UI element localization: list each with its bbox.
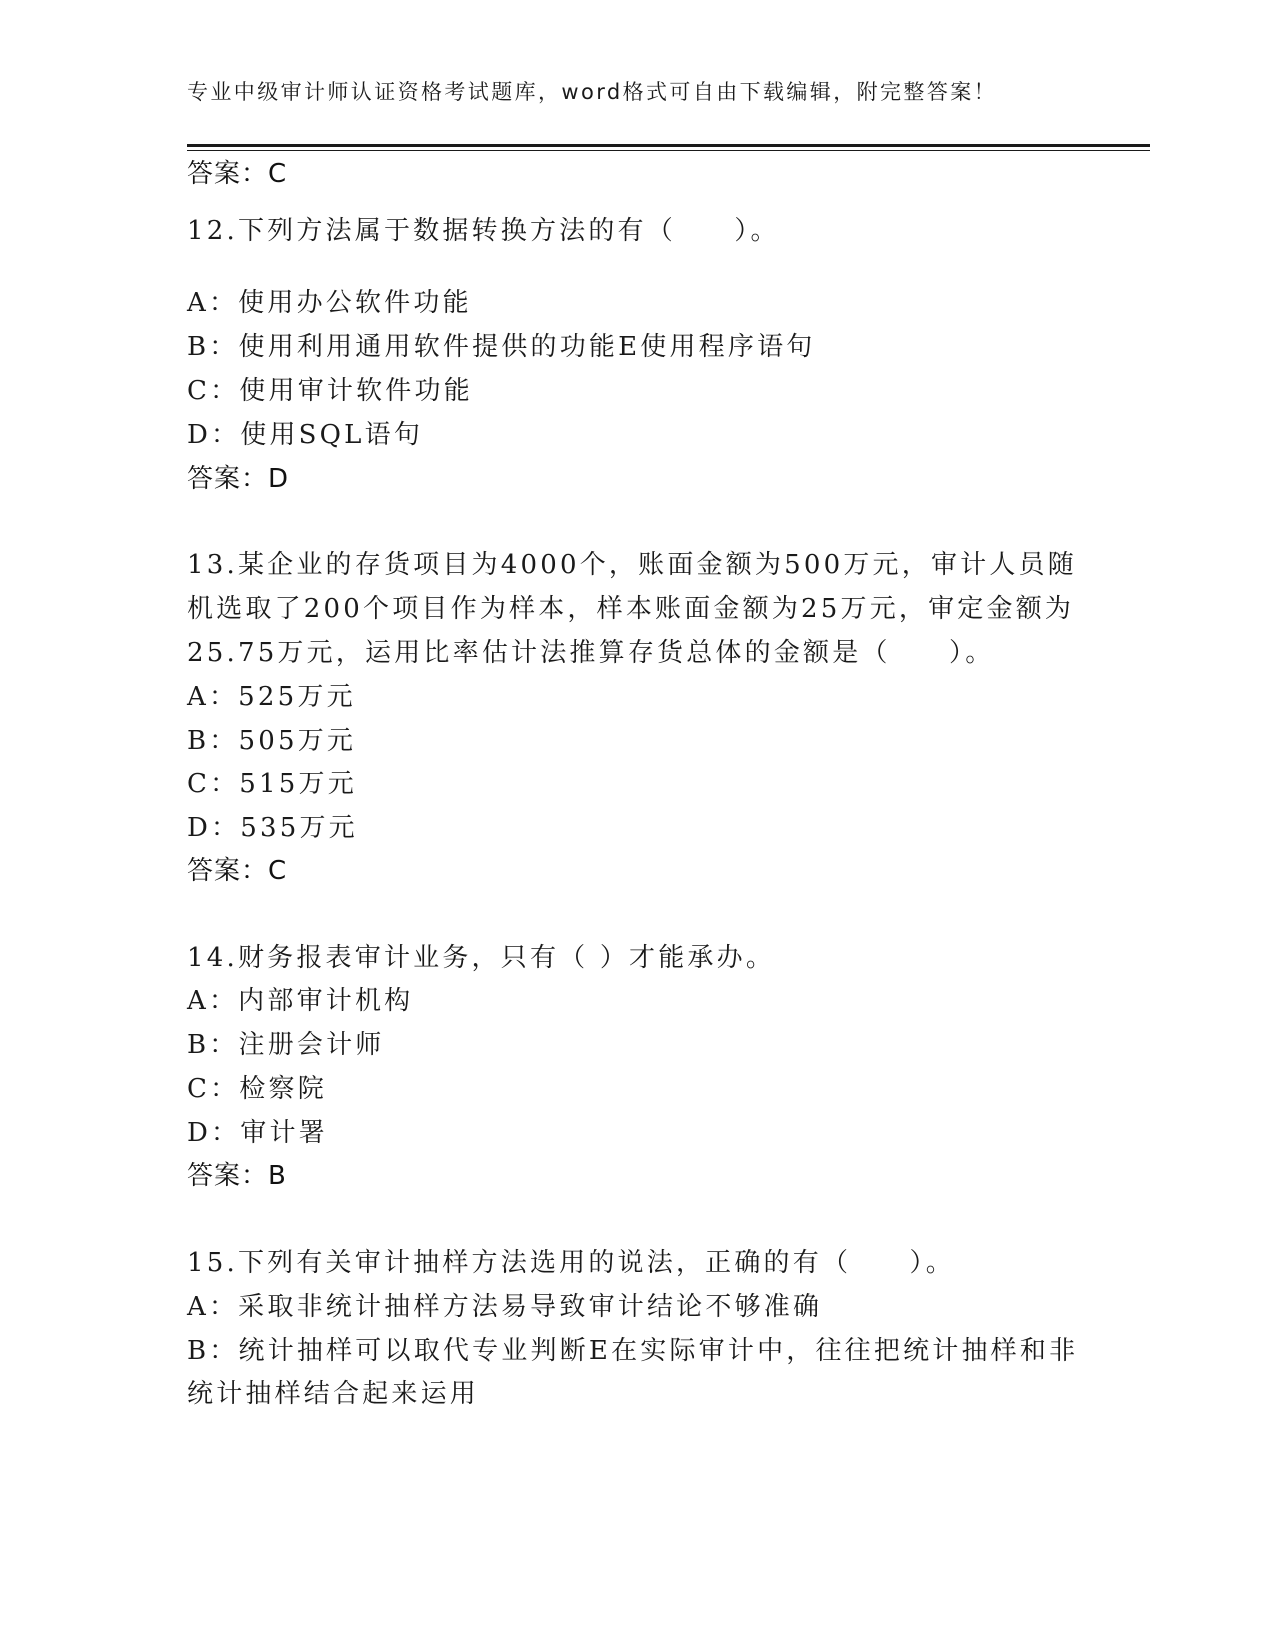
question-14-stem: 14.财务报表审计业务，只有（ ）才能承办。 [187,943,776,973]
question-14-option-a: A：内部审计机构 [187,986,414,1016]
page-header-title: 专业中级审计师认证资格考试题库，word格式可自由下载编辑，附完整答案！ [187,80,998,104]
question-13-stem-line-3: 25.75万元，运用比率估计法推算存货总体的金额是（ ）。 [187,638,995,668]
question-15-option-b-line-1: B：统计抽样可以取代专业判断E在实际审计中，往往把统计抽样和非 [187,1336,1079,1366]
question-15-option-b-line-2: 统计抽样结合起来运用 [187,1379,480,1409]
question-14-answer: 答案：B [187,1161,287,1191]
question-12-option-b: B：使用利用通用软件提供的功能E使用程序语句 [187,332,816,362]
question-13-stem-line-2: 机选取了200个项目作为样本，样本账面金额为25万元，审定金额为 [187,594,1075,624]
question-15-option-a: A：采取非统计抽样方法易导致审计结论不够准确 [187,1292,823,1322]
question-13-option-c: C：515万元 [187,769,357,799]
previous-answer: 答案：C [187,159,288,189]
header-rule-thin [187,150,1150,151]
question-15-stem: 15.下列有关审计抽样方法选用的说法，正确的有（ ）。 [187,1248,955,1278]
question-12-stem: 12.下列方法属于数据转换方法的有（ ）。 [187,216,780,246]
question-13-option-b: B：505万元 [187,726,357,756]
question-13-option-d: D：535万元 [187,813,358,843]
header-rule-thick [187,144,1150,147]
question-14-option-b: B：注册会计师 [187,1030,385,1060]
question-12-answer: 答案：D [187,464,290,494]
question-14-option-c: C：检察院 [187,1074,327,1104]
question-13-option-a: A：525万元 [187,682,356,712]
question-13-answer: 答案：C [187,856,288,886]
question-12-option-a: A：使用办公软件功能 [187,288,472,318]
question-14-option-d: D：审计署 [187,1118,328,1148]
question-13-stem-line-1: 13.某企业的存货项目为4000个，账面金额为500万元，审计人员随 [187,550,1077,580]
question-12-option-d: D：使用SQL语句 [187,420,424,450]
question-12-option-c: C：使用审计软件功能 [187,376,473,406]
